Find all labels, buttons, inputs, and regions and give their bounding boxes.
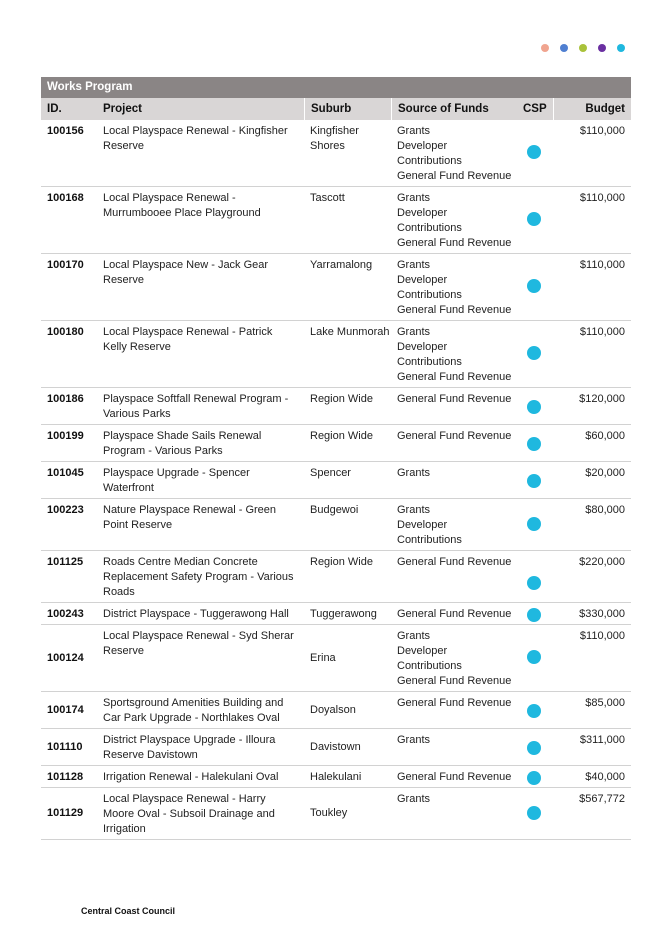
cell-source: Grants Developer Contributions General Fund Revenue [397, 326, 512, 383]
cell-source: Grants [397, 734, 431, 746]
csp-indicator-icon [527, 650, 541, 664]
csp-indicator-icon [527, 608, 541, 622]
cell-project: Roads Centre Median Concrete Replacement Safety Program - Various Roads [103, 556, 294, 598]
cell-project: Local Playspace Renewal - Patrick Kelly Reserve [103, 326, 273, 353]
cell-source: Grants Developer Contributions General Fund Revenue [397, 259, 512, 316]
cell-project: Playspace Softfall Renewal Program - Various Parks [103, 393, 289, 420]
cell-source: General Fund Revenue [397, 608, 512, 620]
header-csp: CSP [523, 103, 547, 115]
csp-indicator-icon [527, 806, 541, 820]
cell-csp [523, 607, 553, 624]
cell-id: 100223 [47, 504, 84, 516]
cell-csp [523, 792, 553, 839]
table-row [41, 729, 631, 766]
cell-suburb: Budgewoi [310, 504, 359, 516]
csp-indicator-icon [527, 771, 541, 785]
table-row [41, 254, 631, 321]
cell-budget: $330,000 [579, 608, 625, 620]
cell-id: 100180 [47, 326, 84, 338]
cell-source: Grants Developer Contributions General Fund Revenue [397, 630, 512, 687]
cell-project: Local Playspace Renewal - Syd Sherar Reserve [103, 630, 294, 657]
cell-suburb: Region Wide [310, 393, 373, 405]
cell-budget: $220,000 [579, 556, 625, 568]
cell-project: Local Playspace Renewal - Kingfisher Reserve [103, 125, 288, 152]
dot-5 [617, 44, 625, 52]
cell-csp [523, 258, 553, 320]
cell-project: Local Playspace New - Jack Gear Reserve [103, 259, 269, 286]
decorative-dots [541, 44, 625, 52]
cell-source: General Fund Revenue [397, 771, 512, 783]
table-row [41, 603, 631, 625]
table-row [41, 692, 631, 729]
csp-indicator-icon [527, 279, 541, 293]
csp-indicator-icon [527, 145, 541, 159]
cell-suburb: Kingfisher Shores [310, 125, 359, 152]
cell-budget: $120,000 [579, 393, 625, 405]
cell-id: 100174 [47, 703, 84, 716]
table-title: Works Program [41, 77, 631, 98]
table-row [41, 425, 631, 462]
cell-csp [523, 770, 553, 787]
cell-budget: $20,000 [585, 467, 625, 479]
cell-budget: $40,000 [585, 771, 625, 783]
cell-project: District Playspace - Tuggerawong Hall [103, 608, 289, 620]
cell-suburb: Region Wide [310, 556, 373, 568]
csp-indicator-icon [527, 704, 541, 718]
cell-id: 101125 [47, 556, 84, 568]
cell-source: General Fund Revenue [397, 393, 512, 405]
cell-id: 100199 [47, 430, 84, 442]
cell-source: Grants [397, 467, 431, 479]
cell-id: 101045 [47, 467, 84, 479]
header-project: Project [103, 103, 142, 115]
cell-project: District Playspace Upgrade - Illoura Reserve Davistown [103, 734, 276, 761]
cell-source: Grants [397, 793, 431, 805]
cell-csp [523, 325, 553, 387]
cell-budget: $85,000 [585, 697, 625, 709]
cell-suburb: Doyalson [310, 703, 356, 716]
csp-indicator-icon [527, 576, 541, 590]
table-row [41, 388, 631, 425]
cell-budget: $80,000 [585, 504, 625, 516]
cell-project: Local Playspace Renewal - Murrumbooee Place Playground [103, 192, 261, 219]
dot-4 [598, 44, 606, 52]
table-header [41, 98, 631, 120]
cell-id: 100156 [47, 125, 84, 137]
table-row [41, 788, 631, 840]
header-suburb: Suburb [304, 98, 391, 120]
cell-budget: $110,000 [579, 192, 625, 204]
cell-source: Grants Developer Contributions General Fund Revenue [397, 192, 512, 249]
cell-project: Nature Playspace Renewal - Green Point Reserve [103, 504, 277, 531]
cell-suburb: Spencer [310, 467, 351, 479]
cell-source: Grants Developer Contributions General Fund Revenue [397, 125, 512, 182]
cell-source: General Fund Revenue [397, 556, 512, 568]
cell-project: Playspace Shade Sails Renewal Program - Various Parks [103, 430, 262, 457]
cell-source: General Fund Revenue [397, 430, 512, 442]
cell-suburb: Erina [310, 651, 336, 664]
table-row [41, 766, 631, 788]
csp-indicator-icon [527, 517, 541, 531]
cell-suburb: Davistown [310, 740, 361, 753]
cell-csp [523, 503, 553, 550]
table-row [41, 120, 631, 187]
table-body [41, 120, 631, 840]
dot-2 [560, 44, 568, 52]
cell-source: Grants Developer Contributions [397, 504, 462, 546]
cell-budget: $60,000 [585, 430, 625, 442]
table-row [41, 625, 631, 692]
cell-id: 100186 [47, 393, 84, 405]
cell-budget: $110,000 [579, 259, 625, 271]
csp-indicator-icon [527, 437, 541, 451]
cell-id: 100168 [47, 192, 84, 204]
cell-budget: $567,772 [579, 793, 625, 805]
cell-suburb: Yarramalong [310, 259, 373, 271]
cell-id: 100243 [47, 608, 84, 620]
cell-budget: $110,000 [579, 326, 625, 338]
cell-id: 100124 [47, 651, 84, 664]
cell-csp [523, 191, 553, 253]
header-id: ID. [47, 103, 62, 115]
dot-3 [579, 44, 587, 52]
cell-csp [523, 696, 553, 728]
cell-project: Playspace Upgrade - Spencer Waterfront [103, 467, 250, 494]
cell-id: 101110 [47, 740, 83, 753]
works-program-table [41, 77, 631, 840]
csp-indicator-icon [527, 400, 541, 414]
cell-csp [523, 733, 553, 765]
cell-id: 101128 [47, 771, 84, 783]
table-row [41, 462, 631, 499]
cell-project: Local Playspace Renewal - Harry Moore Oval - Subsoil Drainage and Irrigation [103, 793, 275, 835]
cell-project: Irrigation Renewal - Halekulani Oval [103, 771, 279, 783]
cell-suburb: Toukley [310, 807, 348, 819]
cell-suburb: Region Wide [310, 430, 373, 442]
cell-source: General Fund Revenue [397, 697, 512, 709]
csp-indicator-icon [527, 346, 541, 360]
cell-suburb: Tuggerawong [310, 608, 377, 620]
csp-indicator-icon [527, 474, 541, 488]
cell-csp [523, 555, 553, 602]
cell-suburb: Tascott [310, 192, 345, 204]
cell-project: Sportsground Amenities Building and Car Park Upgrade - Northlakes Oval [103, 697, 284, 724]
cell-csp [523, 392, 553, 424]
header-budget: Budget [553, 98, 631, 120]
csp-indicator-icon [527, 212, 541, 226]
table-row [41, 321, 631, 388]
cell-csp [523, 466, 553, 498]
cell-csp [523, 124, 553, 186]
cell-suburb: Lake Munmorah [310, 326, 390, 338]
header-source: Source of Funds [391, 98, 523, 120]
cell-budget: $110,000 [579, 125, 625, 137]
cell-budget: $110,000 [579, 630, 625, 642]
cell-suburb: Halekulani [310, 771, 362, 783]
dot-1 [541, 44, 549, 52]
table-row [41, 551, 631, 603]
cell-id: 100170 [47, 259, 84, 271]
footer-organisation: Central Coast Council [81, 906, 176, 916]
cell-csp [523, 429, 553, 461]
table-row [41, 187, 631, 254]
table-row [41, 499, 631, 551]
cell-id: 101129 [47, 807, 84, 819]
cell-budget: $311,000 [579, 734, 625, 746]
cell-csp [523, 629, 553, 691]
csp-indicator-icon [527, 741, 541, 755]
